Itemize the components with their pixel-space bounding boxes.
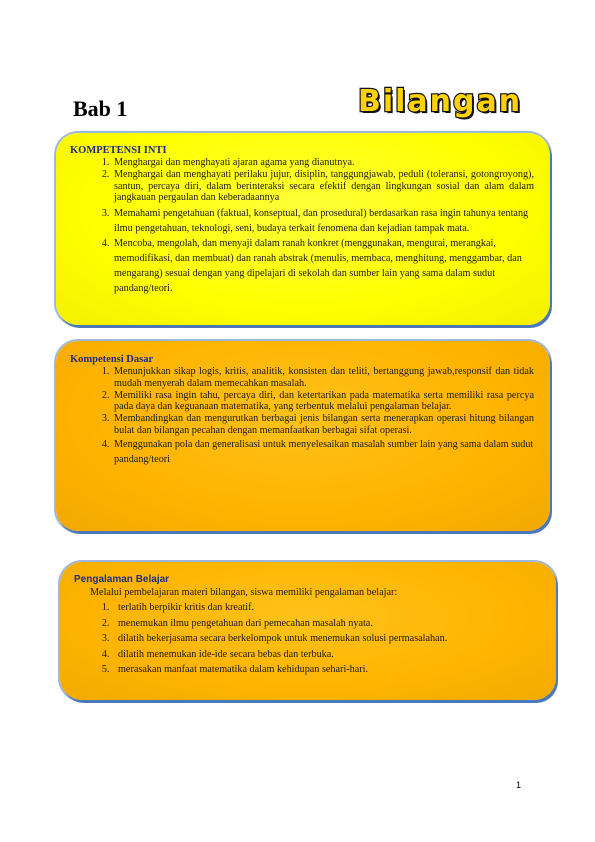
- pengalaman-belajar-heading: Pengalaman Belajar: [74, 574, 170, 585]
- pengalaman-belajar-list: [74, 600, 540, 678]
- list-item: 2. menemukan ilmu pengetahuan dari pemecahan masalah nyata.: [112, 616, 540, 632]
- list-item: 3. dilatih bekerjasama secara berkelompok untuk menemukan solusi permasalahan.: [112, 631, 540, 647]
- list-item: 4. Mencoba, mengolah, dan menyaji dalam ranah konkret (menggunakan, mengurai, merangkai, memodifikasi, dan membuat) dan ranah abstrak (menulis, membaca, menghitung, menggambar, dan mengarang) sesuai dengan yang dipelajari di sekolah dan sumber lain yang sama dalam sudut pandang/teori.: [112, 236, 534, 296]
- list-item: 1. Menghargai dan menghayati ajaran agama yang dianutnya.: [112, 157, 534, 169]
- chapter-label: Bab 1: [73, 96, 128, 121]
- kompetensi-dasar-box: [56, 341, 550, 531]
- list-item: 4. Menggunakan pola dan generalisasi untuk menyelesaikan masalah sumber lain yang sama dalam sudut pandang/teori: [112, 437, 534, 467]
- kompetensi-inti-heading: KOMPETENSI INTI: [70, 145, 167, 156]
- pengalaman-belajar-box: [60, 562, 556, 700]
- kompetensi-inti-box: [56, 133, 550, 325]
- kompetensi-inti-list: [70, 157, 534, 296]
- list-item: 1. terlatih berpikir kritis dan kreatif.: [112, 600, 540, 616]
- kompetensi-dasar-list: [70, 366, 534, 467]
- list-item: 2. Memiliki rasa ingin tahu, percaya diri, dan ketertarikan pada matematika serta memiliki rasa percya pada daya dan keguanaan matematika, yang terbentuk melalui pengalaman belajar.: [112, 390, 534, 414]
- list-item: 1. Menunjukkan sikap logis, kritis, analitik, konsisten dan teliti, bertanggung jawab,responsif dan tidak mudah menyerah dalam memecahkan masalah.: [112, 366, 534, 390]
- kompetensi-dasar-heading: Kompetensi Dasar: [70, 354, 154, 365]
- list-item: 5. merasakan manfaat matematika dalam kehidupan sehari-hari.: [112, 662, 540, 678]
- pengalaman-belajar-intro: Melalui pembelajaran materi bilangan, siswa memiliki pengalaman belajar:: [90, 587, 398, 598]
- list-item: 2. Menghargai dan menghayati perilaku jujur, disiplin, tanggungjawab, peduli (toleransi, gotongroyong), santun, percaya diri, dalam berinteraksi secara efektif dengan lingkungan sosial dan alam dalam jangkauan pergaulan dan keberadaannya: [112, 169, 534, 204]
- list-item: 3. Memahami pengetahuan (faktual, konseptual, dan prosedural) berdasarkan rasa ingin tahunya tentang ilmu pengetahuan, teknologi, seni, budaya terkait fenomena dan kejadian tampak mata.: [112, 206, 534, 236]
- chapter-title: Bilangan: [358, 84, 523, 119]
- list-item: 3. Membandingkan dan mengurutkan berbagai jenis bilangan serta menerapkan operasi hitung bilangan bulat dan bilangan pecahan dengan memanfaatkan berbagai sifat operasi.: [112, 413, 534, 437]
- list-item: 4. dilatih menemukan ide-ide secara bebas dan terbuka.: [112, 647, 540, 663]
- page-number: 1: [516, 780, 522, 790]
